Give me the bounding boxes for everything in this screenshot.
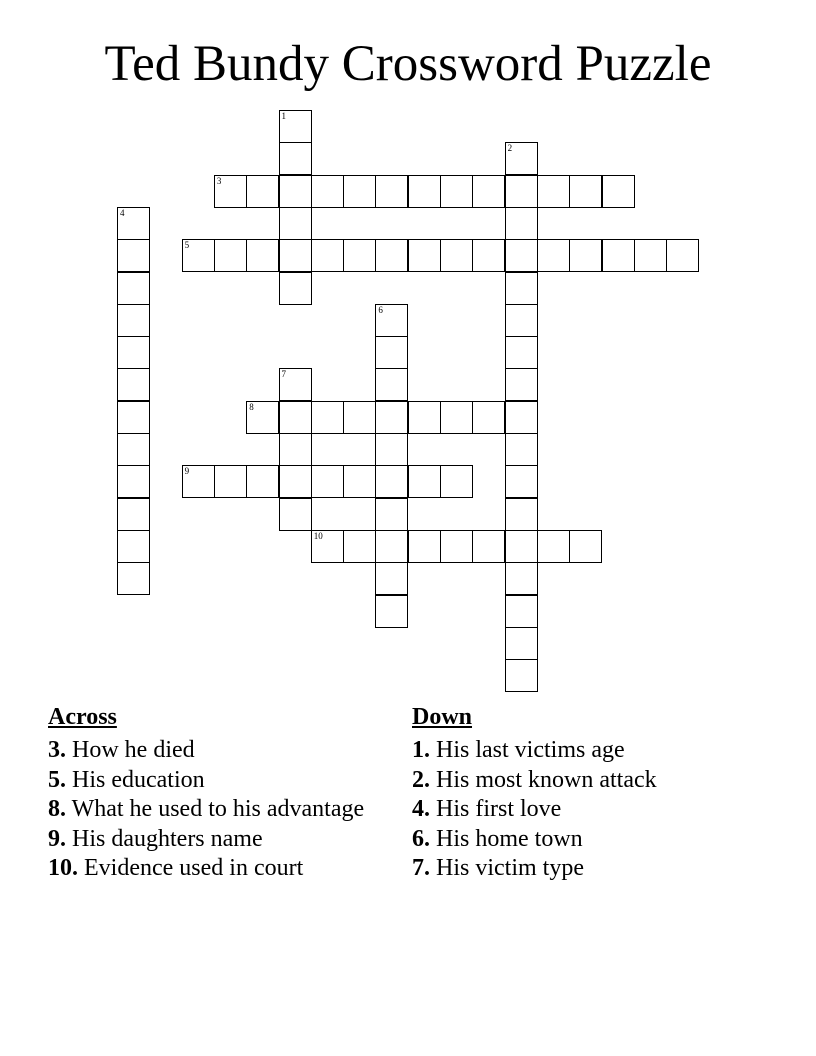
- grid-cell[interactable]: [537, 175, 570, 208]
- grid-cell[interactable]: [408, 465, 441, 498]
- grid-cell[interactable]: [375, 239, 408, 272]
- grid-cell[interactable]: [505, 627, 538, 660]
- clue-number: 3.: [48, 737, 66, 763]
- down-heading: Down: [412, 704, 473, 730]
- grid-cell[interactable]: [214, 239, 247, 272]
- grid-cell[interactable]: [408, 401, 441, 434]
- grid-cell[interactable]: [117, 530, 150, 563]
- grid-cell[interactable]: [343, 401, 376, 434]
- grid-cell[interactable]: [279, 498, 312, 531]
- grid-cell[interactable]: [505, 562, 538, 595]
- grid-cell[interactable]: [634, 239, 667, 272]
- grid-cell[interactable]: [375, 562, 408, 595]
- clue-across-3: [48, 736, 383, 766]
- grid-cell[interactable]: [375, 175, 408, 208]
- grid-cell[interactable]: [440, 465, 473, 498]
- clue-across-9: [48, 825, 383, 855]
- cell-number: 1: [281, 111, 286, 121]
- grid-cell[interactable]: [440, 401, 473, 434]
- clue-across-5: [48, 766, 383, 796]
- grid-cell[interactable]: [569, 239, 602, 272]
- grid-cell[interactable]: [311, 239, 344, 272]
- grid-cell[interactable]: [117, 336, 150, 369]
- clue-number: 2.: [412, 766, 430, 793]
- grid-cell[interactable]: [279, 433, 312, 466]
- grid-cell[interactable]: [246, 465, 279, 498]
- grid-cell[interactable]: [279, 368, 312, 401]
- grid-cell[interactable]: [117, 433, 150, 466]
- clue-number: 10.: [48, 855, 78, 881]
- grid-cell[interactable]: [375, 530, 408, 563]
- grid-cell[interactable]: [602, 239, 635, 272]
- grid-cell[interactable]: [505, 465, 538, 498]
- cell-number: 7: [281, 369, 286, 380]
- grid-cell[interactable]: [408, 530, 441, 563]
- grid-cell[interactable]: [311, 175, 344, 208]
- grid-cell[interactable]: [279, 142, 312, 175]
- grid-cell[interactable]: [440, 239, 473, 272]
- clue-number: 1.: [412, 737, 430, 763]
- grid-cell[interactable]: [117, 272, 150, 305]
- cell-number: 3: [216, 175, 222, 186]
- grid-cell[interactable]: [117, 498, 150, 531]
- grid-cell[interactable]: [343, 530, 376, 563]
- grid-cell[interactable]: [117, 207, 150, 240]
- page-title: Ted Bundy Crossword Puzzle: [104, 36, 712, 92]
- grid-cell[interactable]: [375, 465, 408, 498]
- grid-cell[interactable]: [343, 175, 376, 208]
- clue-text: How he died: [72, 737, 195, 763]
- grid-cell[interactable]: [117, 562, 150, 595]
- clue-down-7: [412, 854, 792, 884]
- cell-number: 9: [184, 466, 190, 477]
- across-heading: Across: [48, 704, 117, 730]
- grid-cell[interactable]: [182, 465, 215, 498]
- grid-cell[interactable]: [311, 465, 344, 498]
- grid-cell[interactable]: [505, 498, 538, 531]
- clue-across-10: [48, 854, 383, 884]
- clue-number: 7.: [412, 855, 430, 881]
- grid-cell[interactable]: [117, 239, 150, 272]
- grid-cell[interactable]: [569, 175, 602, 208]
- grid-cell[interactable]: [246, 175, 279, 208]
- grid-cell[interactable]: [505, 368, 538, 401]
- grid-cell[interactable]: [537, 239, 570, 272]
- grid-cell[interactable]: [505, 239, 538, 272]
- grid-cell[interactable]: [375, 304, 408, 337]
- grid-cell[interactable]: [279, 272, 312, 305]
- clue-text: His last victims age: [436, 737, 625, 763]
- clue-down-2: [412, 766, 792, 796]
- clue-text: His victim type: [436, 855, 584, 881]
- grid-cell[interactable]: [343, 465, 376, 498]
- cell-number: 10: [313, 530, 323, 541]
- clue-down-1: [412, 736, 792, 766]
- grid-cell[interactable]: [505, 530, 538, 563]
- grid-cell[interactable]: [279, 110, 312, 143]
- grid-cell[interactable]: [505, 401, 538, 434]
- clue-number: 6.: [412, 825, 430, 852]
- grid-cell[interactable]: [408, 239, 441, 272]
- grid-cell[interactable]: [214, 465, 247, 498]
- clue-text: His most known attack: [436, 766, 657, 793]
- clue-text: Evidence used in court: [84, 855, 304, 881]
- grid-cell[interactable]: [472, 401, 505, 434]
- grid-cell[interactable]: [408, 175, 441, 208]
- across-clues: [48, 702, 383, 884]
- down-clues: [412, 702, 792, 884]
- clue-text: What he used to his advantage: [71, 796, 365, 822]
- grid-cell[interactable]: [375, 433, 408, 466]
- grid-cell[interactable]: [246, 239, 279, 272]
- grid-cell[interactable]: [117, 368, 150, 401]
- clue-text: His education: [72, 766, 205, 793]
- clue-down-4: [412, 795, 792, 825]
- clue-number: 9.: [48, 825, 66, 852]
- grid-cell[interactable]: [375, 368, 408, 401]
- cell-number: 5: [184, 240, 190, 251]
- grid-cell[interactable]: [279, 207, 312, 240]
- grid-cell[interactable]: [117, 465, 150, 498]
- cell-number: 4: [120, 207, 125, 218]
- clue-text: His home town: [436, 825, 583, 852]
- grid-cell[interactable]: [117, 401, 150, 434]
- grid-cell[interactable]: [214, 175, 247, 208]
- grid-cell[interactable]: [375, 595, 408, 628]
- clue-down-6: [412, 825, 792, 855]
- clue-across-8: [48, 795, 383, 825]
- grid-cell[interactable]: [505, 304, 538, 337]
- grid-cell[interactable]: [472, 530, 505, 563]
- cell-number: 6: [378, 304, 383, 315]
- cell-number: 2: [507, 143, 513, 154]
- grid-cell[interactable]: [505, 207, 538, 240]
- grid-cell[interactable]: [311, 530, 344, 563]
- grid-cell[interactable]: [246, 401, 279, 434]
- grid-cell[interactable]: [440, 530, 473, 563]
- grid-cell[interactable]: [602, 175, 635, 208]
- cell-number: 8: [249, 401, 254, 412]
- clue-text: His daughters name: [72, 825, 263, 852]
- grid-cell[interactable]: [182, 239, 215, 272]
- clue-number: 4.: [412, 796, 430, 822]
- grid-cell[interactable]: [666, 239, 699, 272]
- clue-text: His first love: [436, 796, 562, 822]
- grid-cell[interactable]: [440, 175, 473, 208]
- grid-cell[interactable]: [505, 272, 538, 305]
- grid-cell[interactable]: [472, 175, 505, 208]
- grid-cell[interactable]: [505, 433, 538, 466]
- grid-cell[interactable]: [343, 239, 376, 272]
- grid-cell[interactable]: [279, 401, 312, 434]
- grid-cell[interactable]: [537, 530, 570, 563]
- grid-cell[interactable]: [375, 401, 408, 434]
- grid-cell[interactable]: [311, 401, 344, 434]
- grid-cell[interactable]: [375, 498, 408, 531]
- grid-cell[interactable]: [505, 175, 538, 208]
- grid-cell[interactable]: [505, 595, 538, 628]
- grid-cell[interactable]: [505, 659, 538, 692]
- grid-cell[interactable]: [505, 336, 538, 369]
- grid-cell[interactable]: [472, 239, 505, 272]
- grid-cell[interactable]: [117, 304, 150, 337]
- grid-cell[interactable]: [279, 465, 312, 498]
- clue-number: 5.: [48, 766, 66, 793]
- grid-cell[interactable]: [279, 175, 312, 208]
- grid-cell[interactable]: [505, 142, 538, 175]
- grid-cell[interactable]: [569, 530, 602, 563]
- grid-cell[interactable]: [279, 239, 312, 272]
- clue-number: 8.: [48, 796, 66, 822]
- grid-cell[interactable]: [375, 336, 408, 369]
